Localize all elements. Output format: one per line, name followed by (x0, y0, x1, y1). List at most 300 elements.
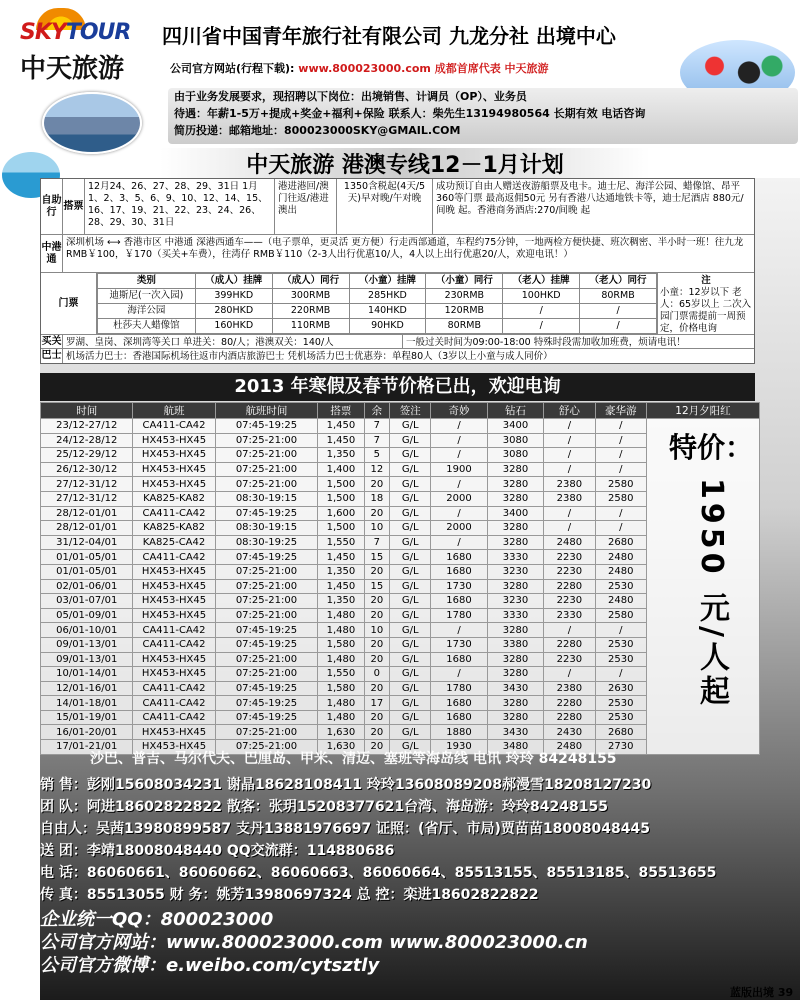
info-blocks (40, 178, 755, 364)
ticket-head: （小童）挂牌 (349, 274, 426, 289)
price-cell: 2580 (595, 477, 646, 492)
sale-price: 1950 元/人起 (694, 478, 729, 709)
price-cell: 1880 (431, 725, 487, 740)
price-cell: 2330 (544, 608, 595, 623)
price-cell: 01/01-05/01 (41, 550, 133, 565)
price-cell: 1680 (431, 550, 487, 565)
ticket-note: 小童：12岁以下 老人：65岁以上 二次入园门票需提前一周预定，价格电询 (660, 287, 752, 334)
ticket-head: 类别 (98, 274, 196, 289)
ticket-head: （成人）同行 (272, 274, 349, 289)
winter-band: 2013 年寒假及春节价格已出，欢迎电询 (40, 373, 755, 401)
price-cell: 07:25-21:00 (215, 652, 318, 667)
price-cell: G/L (390, 652, 431, 667)
price-cell: 1680 (431, 564, 487, 579)
price-cell: 3280 (487, 477, 543, 492)
price-cell: 07:25-21:00 (215, 477, 318, 492)
price-cell: 7 (364, 433, 390, 448)
transit-row (41, 235, 754, 273)
price-cell: HX453-HX45 (133, 652, 215, 667)
price-cell: 03/01-07/01 (41, 594, 133, 609)
price-cell: 1,450 (318, 579, 364, 594)
price-cell: 1,480 (318, 623, 364, 638)
price-head: 余 (364, 403, 390, 419)
dates-cell: 12月24、26、27、28、29、31日 1月1、2、3、5、6、9、10、12、14、15、16、17、19、21、22、23、24、26、28、29、30、31日 (85, 179, 275, 234)
price-cell: 1730 (431, 579, 487, 594)
price-cell: CA411-CA42 (133, 550, 215, 565)
ticket-row-item: 杜莎夫人蜡像馆 160HKD 110RMB 90HKD 80RMB / / (98, 319, 657, 334)
price-cell: CA411-CA42 (133, 419, 215, 434)
price-cell: / (544, 462, 595, 477)
price-cell: 2580 (595, 491, 646, 506)
price-cell: 07:45-19:25 (215, 419, 318, 434)
price-cell: 20 (364, 740, 390, 755)
price-cell: 2230 (544, 564, 595, 579)
price-cell: 18 (364, 491, 390, 506)
price-cell: 09/01-13/01 (41, 652, 133, 667)
price-cell: G/L (390, 710, 431, 725)
price-cell: 1730 (431, 637, 487, 652)
price-cell: 20 (364, 506, 390, 521)
price-head: 时间 (41, 403, 133, 419)
price-head: 航班 (133, 403, 215, 419)
price-cell: 07:25-21:00 (215, 433, 318, 448)
ticket-table (97, 273, 657, 334)
price-cell: 20 (364, 652, 390, 667)
price-cell: 2380 (544, 477, 595, 492)
price-cell: 07:25-21:00 (215, 667, 318, 682)
price-cell: 10 (364, 623, 390, 638)
price-cell: 20 (364, 681, 390, 696)
price-cell: G/L (390, 448, 431, 463)
recruit-line: 简历投递：邮箱地址：800023000SKY@GMAIL.COM (174, 124, 461, 137)
hotel-cell: 成功预订自由人赠送夜游船票及电卡。迪士尼、海洋公园、蜡像馆、昂平360等门票 最高返佣50元 另有香港八达通地铁卡等，迪士尼酒店 880元/间晚 起。香港商务酒店:270/间晚 起 (436, 181, 744, 216)
contact-line: 电 话：86060661、86060662、86060663、86060664、85513155、85513185、85513655 (40, 865, 717, 881)
price-cell: / (595, 419, 646, 434)
price-cell: 1680 (431, 696, 487, 711)
header (0, 0, 800, 178)
price-cell: 3430 (487, 681, 543, 696)
contact-line: 传 真：85513055 财 务：姚芳13980697324 总 控：栾进18602822822 (40, 887, 539, 903)
price-cell: HX453-HX45 (133, 448, 215, 463)
price-cell: 07:25-21:00 (215, 564, 318, 579)
rep-text: 成都首席代表 中天旅游 (434, 62, 549, 75)
price-head: 豪华游 (595, 403, 646, 419)
price-cell: / (431, 623, 487, 638)
price-cell: 07:45-19:25 (215, 696, 318, 711)
price-head: 舒心 (544, 403, 595, 419)
price-cell: 15 (364, 579, 390, 594)
ticket-row-item: 迪斯尼(一次入园) 399HKD 300RMB 285HKD 230RMB 100HKD 80RMB (98, 289, 657, 304)
price-cell: 28/12-01/01 (41, 506, 133, 521)
price-cell: 20 (364, 564, 390, 579)
price-cell: 1780 (431, 681, 487, 696)
price-cell: HX453-HX45 (133, 477, 215, 492)
price-cell: G/L (390, 433, 431, 448)
note-head: 注 (701, 275, 711, 286)
price-cell: / (595, 448, 646, 463)
logo-sky: SKY (20, 20, 66, 45)
price-cell: 1,630 (318, 725, 364, 740)
website-footer[interactable]: 公司官方网站：www.800023000.com www.800023000.cn (40, 932, 588, 953)
price-cell: 07:25-21:00 (215, 594, 318, 609)
price-cell: 3330 (487, 550, 543, 565)
price-cell: 3280 (487, 652, 543, 667)
price-cell: / (595, 521, 646, 536)
price-cell: 12/01-16/01 (41, 681, 133, 696)
company-title: 四川省中国青年旅行社有限公司 九龙分社 出境中心 (162, 24, 616, 48)
price-cell: 2480 (595, 564, 646, 579)
price-cell: 1680 (431, 652, 487, 667)
price-cell: 08:30-19:15 (215, 521, 318, 536)
price-cell: 2630 (595, 681, 646, 696)
price-cell: / (544, 448, 595, 463)
price-cell: / (595, 462, 646, 477)
price-cell: 17/01-21/01 (41, 740, 133, 755)
price-cell: 07:25-21:00 (215, 608, 318, 623)
contact-line: 自由人：吴茜13980899587 支丹13881976697 证照：(省厅、市局)贾苗苗18008048445 (40, 821, 651, 837)
price-cell: 3230 (487, 564, 543, 579)
price-cell: 3400 (487, 506, 543, 521)
price-cell: 27/12-31/12 (41, 477, 133, 492)
transit-cell: 深圳机场 ⟷ 香港市区 中港通 深港西通车——（电子票单，更灵活 更方便）行走西部通道，车程约75分钟，一地两检方便快捷、班次稠密、半小时一班！往九龙 RMB￥100，￥170（买关+车费），往湾仔 RMB￥110（2-3人出行优惠10/人，4人以上出行优惠20/人，欢迎电讯！） (66, 237, 744, 260)
self-guided-row (41, 179, 754, 235)
price-cell: / (431, 506, 487, 521)
price-cell: 2530 (595, 637, 646, 652)
price-cell: 3330 (487, 608, 543, 623)
price-cell: 1900 (431, 462, 487, 477)
price-cell: / (595, 433, 646, 448)
price-cell: 07:45-19:25 (215, 550, 318, 565)
price-cell: 07:45-19:25 (215, 506, 318, 521)
price-cell: 3280 (487, 521, 543, 536)
row-label: 巴士 (41, 350, 62, 361)
price-cell: 1,450 (318, 433, 364, 448)
row-label: 自助行 (41, 179, 63, 234)
pass-time-cell: 一般过关时间为09:00-18:00 特殊时段需加收加班费，烦请电讯！ (406, 337, 686, 348)
price-cell: 1,350 (318, 564, 364, 579)
price-cell: 02/01-06/01 (41, 579, 133, 594)
price-cell: 15 (364, 550, 390, 565)
price-cell: 1,480 (318, 696, 364, 711)
price-cell: 07:45-19:25 (215, 623, 318, 638)
price-cell: 3280 (487, 710, 543, 725)
price-cell: 07:25-21:00 (215, 725, 318, 740)
price-head: 钻石 (487, 403, 543, 419)
price-cell: 20 (364, 710, 390, 725)
price-cell: 3380 (487, 637, 543, 652)
price-cell: 1930 (431, 740, 487, 755)
price-cell: HX453-HX45 (133, 608, 215, 623)
price-cell: 1,350 (318, 448, 364, 463)
route-cell: 港进港回/澳门往返/港进澳出 (275, 179, 337, 234)
price-cell: 07:25-21:00 (215, 740, 318, 755)
website-line (170, 60, 549, 76)
price-cell: G/L (390, 477, 431, 492)
contact-line: 团 队：阿进18602822822 散客：张玥15208377621台湾、海岛游：玲玲84248155 (40, 799, 608, 815)
pass-row (41, 335, 754, 349)
price-cell: 1,580 (318, 681, 364, 696)
price-cell: 2480 (544, 740, 595, 755)
price-cell: 1,500 (318, 521, 364, 536)
price-cell: KA825-KA82 (133, 521, 215, 536)
price-cell: CA411-CA42 (133, 681, 215, 696)
price-cell: 7 (364, 419, 390, 434)
price-cell: HX453-HX45 (133, 594, 215, 609)
price-cell: 3280 (487, 579, 543, 594)
price-cell: 2280 (544, 579, 595, 594)
price-cell: / (431, 535, 487, 550)
price-cell: 2000 (431, 491, 487, 506)
ticket-head: （小童）同行 (426, 274, 503, 289)
price-cell: / (544, 419, 595, 434)
price-cell: 1,480 (318, 608, 364, 623)
price-cell: KA825-KA82 (133, 491, 215, 506)
price-cell: 2480 (595, 594, 646, 609)
price-cell: / (595, 667, 646, 682)
price-cell: 10/01-14/01 (41, 667, 133, 682)
price-table (40, 402, 760, 755)
price-cell: 07:45-19:25 (215, 681, 318, 696)
price-cell: 20 (364, 477, 390, 492)
price-cell: 14/01-18/01 (41, 696, 133, 711)
price-cell: / (431, 477, 487, 492)
price-cell: 3230 (487, 594, 543, 609)
price-cell: G/L (390, 535, 431, 550)
price-cell: 2380 (544, 681, 595, 696)
price-cell: 07:25-21:00 (215, 579, 318, 594)
price-cell: 25/12-29/12 (41, 448, 133, 463)
price-cell: / (544, 506, 595, 521)
special-price (667, 418, 755, 738)
price-cell: / (595, 506, 646, 521)
price-cell: G/L (390, 491, 431, 506)
price-cell: 28/12-01/01 (41, 521, 133, 536)
price-cell: CA411-CA42 (133, 506, 215, 521)
price-cell: 3430 (487, 725, 543, 740)
price-cell: 2280 (544, 637, 595, 652)
price-cell: 2230 (544, 594, 595, 609)
price-cell: 7 (364, 535, 390, 550)
price-row (41, 419, 760, 434)
price-cell: 2680 (595, 725, 646, 740)
price-cell: G/L (390, 506, 431, 521)
price-cell: 1,500 (318, 477, 364, 492)
company-logo (6, 8, 156, 88)
price-cell: G/L (390, 725, 431, 740)
price-cell: 5 (364, 448, 390, 463)
price-cell: HX453-HX45 (133, 462, 215, 477)
price-cell: 1,550 (318, 535, 364, 550)
price-cell: 1680 (431, 594, 487, 609)
price-cell: HX453-HX45 (133, 433, 215, 448)
price-cell: 07:25-21:00 (215, 462, 318, 477)
price-cell: 16/01-20/01 (41, 725, 133, 740)
price-cell: 1,580 (318, 637, 364, 652)
price-cell: 2530 (595, 710, 646, 725)
price-cell: / (595, 623, 646, 638)
weibo-line[interactable]: 公司官方微博：e.weibo.com/cytsztly (40, 955, 380, 976)
price-cell: 2280 (544, 696, 595, 711)
price-cell: G/L (390, 579, 431, 594)
price-cell: 07:45-19:25 (215, 710, 318, 725)
price-cell: G/L (390, 637, 431, 652)
price-cell: G/L (390, 696, 431, 711)
price-cell: 2280 (544, 710, 595, 725)
price-cell: 3280 (487, 667, 543, 682)
price-cell: 26/12-30/12 (41, 462, 133, 477)
row-label: 搭票 (63, 179, 85, 234)
pass-cell: 罗湖、皇岗、深圳湾等关口 单进关：80/人；港澳双关：140/人 (63, 335, 403, 348)
price-cell: HX453-HX45 (133, 740, 215, 755)
bus-cell: 机场活力巴士：香港国际机场往返市内酒店旅游巴士 凭机场活力巴士优惠券：单程80人（3岁以上小童与成人同价） (66, 351, 553, 362)
price-cell: / (431, 419, 487, 434)
price-cell: / (544, 667, 595, 682)
price-cell: KA825-CA42 (133, 535, 215, 550)
price-cell: 23/12-27/12 (41, 419, 133, 434)
row-label: 门票 (41, 273, 97, 334)
logo-tour: TOUR (65, 20, 131, 45)
price-cell: 2380 (544, 491, 595, 506)
bus-row (41, 349, 754, 363)
price-cell: CA411-CA42 (133, 710, 215, 725)
price-cell: 1,630 (318, 740, 364, 755)
contact-line: 送 团：李靖18008048440 QQ交流群：114880686 (40, 843, 395, 859)
price-cell: 2580 (595, 608, 646, 623)
price-cell: 20 (364, 637, 390, 652)
price-cell: / (544, 433, 595, 448)
price-cell: 3400 (487, 419, 543, 434)
price-cell: 1,400 (318, 462, 364, 477)
price-cell: G/L (390, 594, 431, 609)
ticket-row (41, 273, 754, 335)
plan-title: 中天旅游 港澳专线12－1月计划 (160, 148, 650, 178)
price-cell: HX453-HX45 (133, 667, 215, 682)
website-label: 公司官方网站(行程下载): (170, 62, 295, 75)
contact-line: 销 售：彭刚15608034231 谢晶18628108411 玲玲13608089208郝漫雪18208127230 (40, 777, 652, 793)
price-cell: G/L (390, 419, 431, 434)
price-head: 12月夕阳红 (646, 403, 759, 419)
price-head: 签注 (390, 403, 431, 419)
price-cell: 20 (364, 725, 390, 740)
island-line: 沙巴、普吉、马尔代夫、巴厘岛、甲米、清迈、塞班等海岛线 电讯 玲玲 84248155 (90, 751, 617, 767)
price-cell: 3080 (487, 448, 543, 463)
price-cell: HX453-HX45 (133, 564, 215, 579)
price-cell: CA411-CA42 (133, 623, 215, 638)
price-cell: 1350含税起(4天/5天)早对晚/午对晚 (337, 179, 433, 234)
row-label: 中港通 (41, 235, 63, 272)
price-cell: 2680 (595, 535, 646, 550)
price-cell: G/L (390, 740, 431, 755)
ticket-head: （成人）挂牌 (195, 274, 272, 289)
price-cell: 3480 (487, 740, 543, 755)
price-head: 搭票 (318, 403, 364, 419)
ticket-row-item: 海洋公园 280HKD 220RMB 140HKD 120RMB / / (98, 304, 657, 319)
price-head: 航班时间 (215, 403, 318, 419)
price-cell: 2230 (544, 550, 595, 565)
qq-line: 企业统一QQ：800023000 (40, 909, 274, 930)
price-cell: G/L (390, 564, 431, 579)
hongkong-photo (42, 92, 142, 154)
price-cell: 2480 (595, 550, 646, 565)
price-cell: G/L (390, 623, 431, 638)
price-cell: 2430 (544, 725, 595, 740)
price-cell: 20 (364, 594, 390, 609)
price-cell: 2230 (544, 652, 595, 667)
price-cell: HX453-HX45 (133, 579, 215, 594)
recruit-line: 待遇：年薪1-5万+提成+奖金+福利+保险 联系人：柴先生13194980564 长期有效 电话咨询 (174, 107, 646, 120)
price-cell: 05/01-09/01 (41, 608, 133, 623)
price-cell: 3280 (487, 462, 543, 477)
logo-cn: 中天旅游 (20, 54, 125, 84)
price-cell: CA411-CA42 (133, 696, 215, 711)
price-cell: 08:30-19:25 (215, 535, 318, 550)
price-cell: 15/01-19/01 (41, 710, 133, 725)
price-cell: / (431, 667, 487, 682)
price-cell: 2530 (595, 696, 646, 711)
recruit-line: 由于业务发展要求，现招聘以下岗位：出境销售、计调员（OP）、业务员 (174, 90, 527, 103)
price-cell: 1,600 (318, 506, 364, 521)
price-cell: G/L (390, 608, 431, 623)
price-cell: 1,450 (318, 419, 364, 434)
price-cell: 2730 (595, 740, 646, 755)
price-cell: 0 (364, 667, 390, 682)
price-cell: G/L (390, 681, 431, 696)
price-table-body (41, 419, 760, 755)
price-cell: 3280 (487, 696, 543, 711)
price-cell: G/L (390, 462, 431, 477)
price-head: 奇妙 (431, 403, 487, 419)
price-cell: 2000 (431, 521, 487, 536)
page-number: 蓝版出境 39 (730, 986, 794, 999)
price-cell: 07:25-21:00 (215, 448, 318, 463)
price-cell: G/L (390, 521, 431, 536)
price-cell: HX453-HX45 (133, 725, 215, 740)
price-cell: 08:30-19:15 (215, 491, 318, 506)
price-cell: 1780 (431, 608, 487, 623)
price-cell: 24/12-28/12 (41, 433, 133, 448)
price-cell: 1,480 (318, 652, 364, 667)
price-cell: 09/01-13/01 (41, 637, 133, 652)
website-link[interactable]: www.800023000.com (298, 62, 431, 75)
price-cell: 31/12-04/01 (41, 535, 133, 550)
price-cell: 1,550 (318, 667, 364, 682)
price-cell: 1680 (431, 710, 487, 725)
price-cell: 17 (364, 696, 390, 711)
price-cell: 10 (364, 521, 390, 536)
price-cell: / (431, 433, 487, 448)
price-cell: 3280 (487, 623, 543, 638)
ticket-head: （老人）挂牌 (503, 274, 580, 289)
price-cell: G/L (390, 667, 431, 682)
recruit-band (168, 88, 798, 144)
price-cell: 1,480 (318, 710, 364, 725)
price-cell: 3280 (487, 491, 543, 506)
price-cell: 3080 (487, 433, 543, 448)
sale-label: 特价： (668, 431, 753, 464)
price-cell: 12 (364, 462, 390, 477)
price-cell: 01/01-05/01 (41, 564, 133, 579)
price-cell: / (544, 623, 595, 638)
price-cell: 07:45-19:25 (215, 637, 318, 652)
price-cell: / (544, 521, 595, 536)
price-cell: 27/12-31/12 (41, 491, 133, 506)
price-cell: / (431, 448, 487, 463)
price-cell: 2480 (544, 535, 595, 550)
price-cell: G/L (390, 550, 431, 565)
price-cell: 1,350 (318, 594, 364, 609)
price-cell: 06/01-10/01 (41, 623, 133, 638)
ticket-head: （老人）同行 (580, 274, 657, 289)
